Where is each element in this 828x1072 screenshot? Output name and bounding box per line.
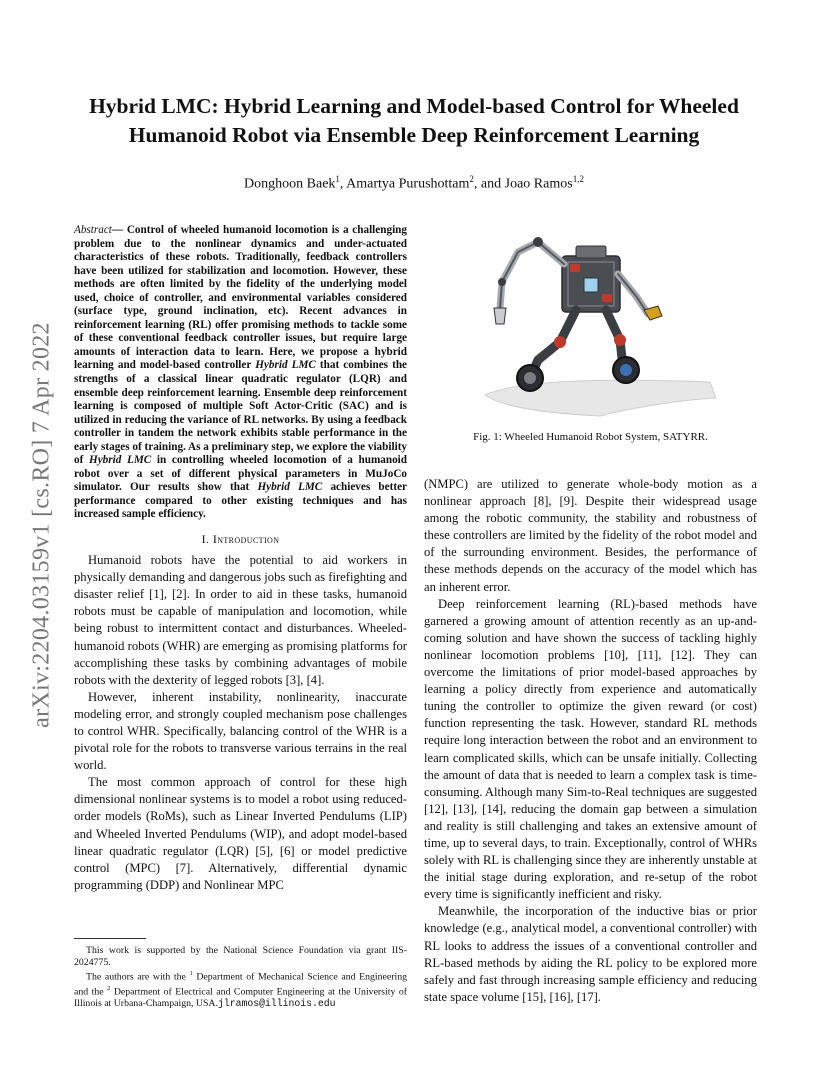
arxiv-stamp: arXiv:2204.03159v1 [cs.RO] 7 Apr 2022 <box>28 322 55 728</box>
author-name: Joao Ramos <box>504 176 573 192</box>
paper-title: Hybrid LMC: Hybrid Learning and Model-based Control for Wheeled Humanoid Robot via Ensemble Deep Reinforcement Learning <box>89 94 739 147</box>
footnote-support: This work is supported by the National Science Foundation via grant IIS-2024775. <box>74 944 407 968</box>
author-name: Donghoon Baek <box>244 176 336 192</box>
method-name: Hybrid LMC <box>257 481 323 494</box>
body-paragraph: However, inherent instability, nonlinearity, inaccurate modeling error, and strongly coupled mechanism pose challenges to control WHR. Specifically, balancing control of the WHR is a pivotal role for the robots to transverse various terrains in the real world. <box>74 689 407 773</box>
body-paragraph: Deep reinforcement learning (RL)-based methods have garnered a growing amount of attention recently as an up-and-coming solution and have shown the success of tackling highly nonlinear locomotion problems [10], [11], [12]. They can overcome the limitations of prior model-based approaches by learning a policy directly from experience and automatically tuning the controller to optimize the given reward (or cost) function representing the task. However, standard RL methods require long interaction between the robot and an environment to learn complicated skills, which can be unsafe initially. Collecting the amount of data that is needed to learn a complex task is time-consuming. Although many Sim-to-Real techniques are suggested [12], [13], [14], reducing the domain gap between a simulation and reality is still challenging and takes an extensive amount of time, up to several days, to train. Exceptionally, control of WHRs solely with RL is challenging since they are inherently unstable at the initial stage during exploration, and re-setup of the robot every time is significantly inefficient and risky. <box>424 596 757 902</box>
section-heading: I. Introduction <box>201 532 280 547</box>
author-line: Donghoon Baek$^1$, Amartya Purushottam$^2$, and Joao Ramos$^{1,2}$ <box>244 174 584 192</box>
method-name: Hybrid LMC <box>89 454 152 467</box>
body-paragraph: (NMPC) are utilized to generate whole-body motion as a nonlinear approach [8], [9]. Despite their widespread usage among the robotic community, the stability and robustness of these controllers are limited by the fidelity of the robot model and of the surrounding environment. Besides, the performance of these methods depends on the accuracy of the model which has an inherent error. <box>424 477 757 594</box>
figure-caption: Fig. 1: Wheeled Humanoid Robot System, SATYRR. <box>473 431 708 443</box>
footnote-affiliations: The authors are with the $^1$ Department of Mechanical Science and Engineering and the $^2$ Department of Electrical and Computer Engineering at the University of Illinois at Urbana-Champaign, USA.jlramos@illinois.edu <box>74 970 407 1009</box>
robot-figure <box>480 230 720 420</box>
right-column <box>424 476 757 1006</box>
author-name: Amartya Purushottam <box>346 176 470 192</box>
author-affiliation: 1,2 <box>572 174 584 184</box>
method-name: Hybrid LMC <box>255 359 316 372</box>
email-link[interactable]: jlramos@illinois.edu <box>217 997 336 1009</box>
body-paragraph: Meanwhile, the incorporation of the inductive bias or prior knowledge (e.g., analytical model, a conventional controller) with RL looks to address the issues of a conventional controller and RL-based methods by aiding the RL policy to be explored more safely and fast through increasing sample efficiency and reducing state space volume [15], [16], [17]. <box>424 904 757 1004</box>
abstract-label: Abstract <box>74 224 112 236</box>
left-column <box>74 224 407 1009</box>
footnote-rule <box>74 938 146 939</box>
body-paragraph: The most common approach of control for these high dimensional nonlinear systems is to model a robot using reduced-order models (RoMs), such as Linear Inverted Pendulums (LIP) and Wheeled Inverted Pendulums (WIP), and adopt model-based linear quadratic regulator (LQR) [5], [6] or model predictive control (MPC) [7]. Alternatively, differential dynamic programming (DDP) and Nonlinear MPC <box>74 775 407 892</box>
author-affiliation: 2 <box>469 174 474 184</box>
abstract: Abstract— Control of wheeled humanoid locomotion is a challenging problem due to the nonlinear dynamics and under-actuated characteristics of these robots. Traditionally, feedback controllers have been utilized for stabilization and locomotion. However, these methods are often limited by the fidelity of the underlying model used, choice of controller, and environmental variables considered (surface type, ground inclination, etc). Recent advances in reinforcement learning (RL) offer promising methods to tackle some of these conventional feedback controller issues, but require large amounts of interaction data to learn. Here, we propose a hybrid learning and model-based controller Hybrid LMC that combines the strengths of a classical linear quadratic regulator (LQR) and ensemble deep reinforcement learning. Ensemble deep reinforcement learning is composed of multiple Soft Actor-Critic (SAC) and is utilized in reducing the variance of RL networks. By using a feedback controller in tandem the network exhibits stable performance in the early stages of training. As a preliminary step, we explore the viability of Hybrid LMC in controlling wheeled locomotion of a humanoid robot over a set of different physical parameters in MuJoCo simulator. Our results show that Hybrid LMC achieves better performance compared to other existing techniques and has increased sample efficiency. <box>74 224 408 521</box>
author-affiliation: 1 <box>335 174 340 184</box>
body-paragraph: Humanoid robots have the potential to aid workers in physically demanding and dangerous jobs such as firefighting and disaster relief [1], [2]. In order to aid in these tasks, humanoid robots must be capable of manipulation and locomotion, while being robust to intermittent contact and disturbances. Wheeled-humanoid robots (WHR) are emerging as promising platforms for accomplishing these tasks by combining advantages of mobile robots with the dexterity of legged robots [3], [4]. <box>74 553 407 687</box>
